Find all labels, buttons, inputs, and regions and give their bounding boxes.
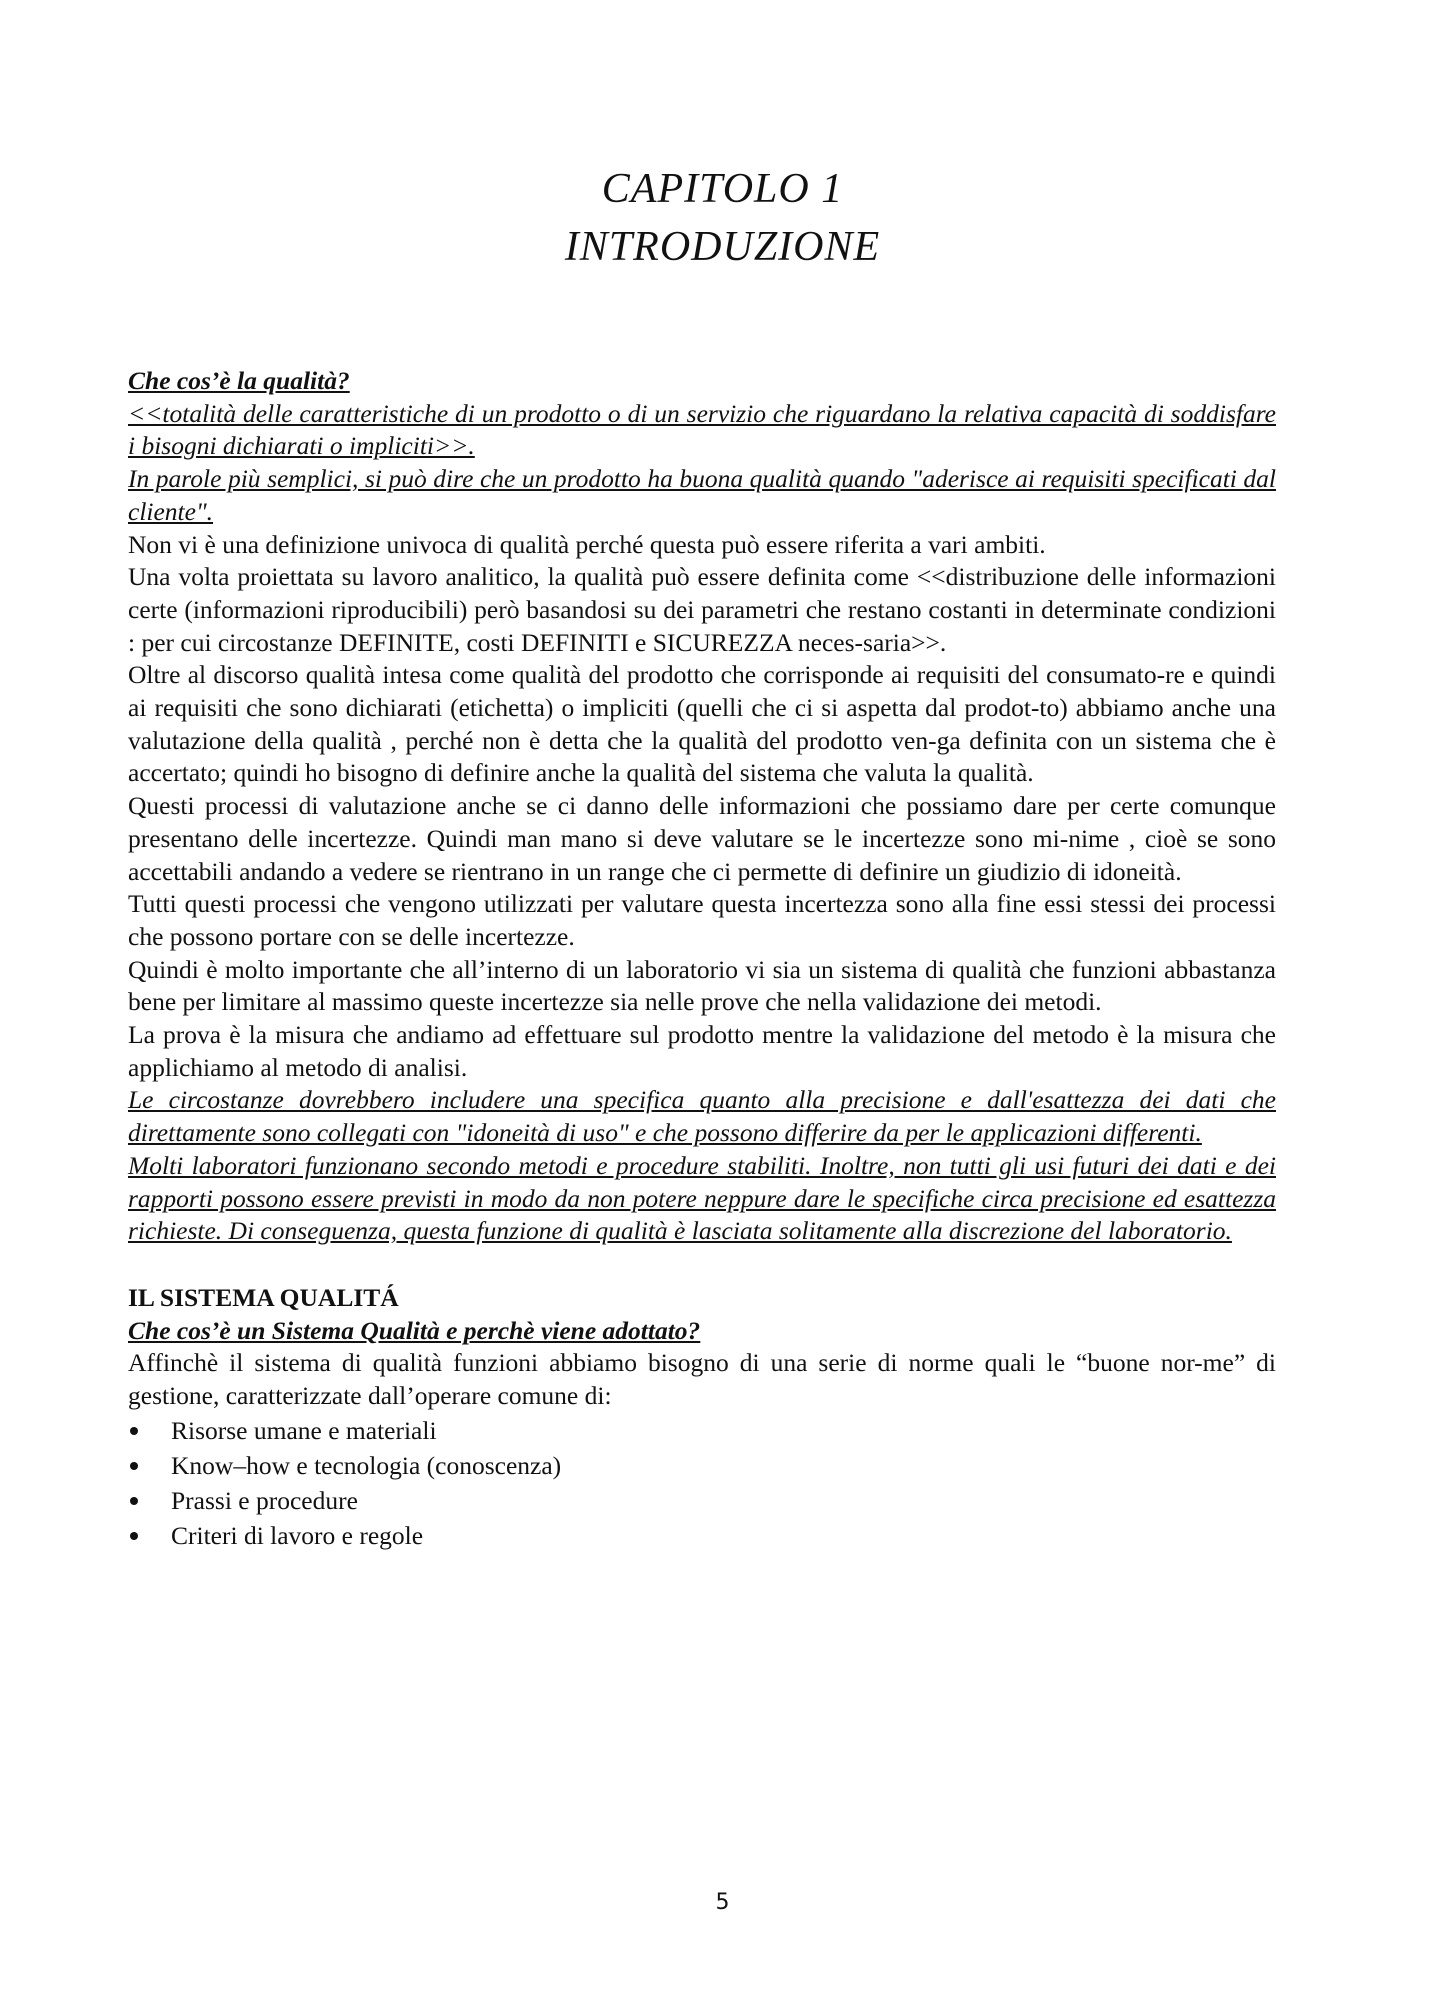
paragraph: Tutti questi processi che vengono utilizzati per valutare questa incertezza sono alla fine essi stessi dei processi che possono portare con se delle incertezze. bbox=[128, 889, 1276, 951]
paragraph: Questi processi di valutazione anche se ci danno delle informazioni che possiamo dare per certe comunque presentano delle incertezze. Quindi man mano si deve valutare se le incertezze sono mi-nime , cioè se sono accettabili andando a vedere se rientrano in un range che ci permette di definire un giudizio di idoneità. bbox=[128, 791, 1276, 886]
chapter-number: CAPITOLO 1 bbox=[601, 166, 844, 212]
paragraph: Oltre al discorso qualità intesa come qualità del prodotto che corrisponde ai requisiti del consumato-re e quindi ai requisiti che sono dichiarati (etichetta) o impliciti (quelli che ci si aspetta dal prodot-to) abbiamo anche una valutazione della qualità , perché non è detta che la qualità del prodotto ven-ga definita con un sistema che è accertato; quindi ho bisogno di definire anche la qualità del sistema che valuta la qualità. bbox=[128, 660, 1276, 788]
list-item bbox=[128, 1483, 1276, 1518]
bullet-icon bbox=[130, 1532, 138, 1540]
page-body bbox=[128, 365, 1276, 1553]
paragraph: Non vi è una definizione univoca di qualità perché questa può essere riferita a vari ambiti. bbox=[128, 529, 1046, 559]
paragraph: Quindi è molto importante che all’interno di un laboratorio vi sia un sistema di qualità che funzioni abbastanza bene per limitare al massimo queste incertezze sia nelle prove che nella validazione dei metodi. bbox=[128, 954, 1276, 1017]
list-item bbox=[128, 1518, 1276, 1553]
list-item-text: Prassi e procedure bbox=[171, 1485, 358, 1515]
list-item bbox=[128, 1448, 1276, 1483]
list-item-text: Risorse umane e materiali bbox=[171, 1415, 437, 1445]
bullet-icon bbox=[130, 1462, 138, 1470]
bullet-icon bbox=[130, 1497, 138, 1505]
quality-definition: <<totalità delle caratteristiche di un prodotto o di un servizio che riguardano la relativa capacità di soddisfare i bisogni dichiarati o impliciti>>. bbox=[128, 398, 1276, 461]
paragraph: Una volta proiettata su lavoro analitico, la qualità può essere definita come <<distribuzione delle informazioni certe (informazioni riproducibili) però basandosi su dei parametri che restano costanti in determinate condizioni : per cui circostanze DEFINITE, costi DEFINITI e SICUREZZA neces-saria>>. bbox=[128, 562, 1276, 657]
paragraph: La prova è la misura che andiamo ad effettuare sul prodotto mentre la validazione del metodo è la misura che applichiamo al metodo di analisi. bbox=[128, 1020, 1276, 1082]
list-item-text: Know–how e tecnologia (conoscenza) bbox=[171, 1450, 562, 1480]
chapter-title: INTRODUZIONE bbox=[564, 224, 881, 270]
bullet-list bbox=[128, 1413, 1276, 1553]
quality-simple-definition: In parole più semplici, si può dire che un prodotto ha buona qualità quando "aderisce ai requisiti specificati dal cliente". bbox=[128, 464, 1276, 526]
section-heading-quality-system: Che cos’è un Sistema Qualità e perchè viene adottato? bbox=[128, 1315, 701, 1345]
list-item bbox=[128, 1413, 1276, 1448]
list-item-text: Criteri di lavoro e regole bbox=[171, 1520, 424, 1550]
paragraph-italic: Le circostanze dovrebbero includere una specifica quanto alla precisione e dall'esattezza dei dati che direttamente sono collegati con "idoneità di uso" e che possono differire da per le applicazioni differenti. bbox=[128, 1085, 1276, 1148]
bullet-icon bbox=[130, 1427, 138, 1435]
paragraph: Affinchè il sistema di qualità funzioni abbiamo bisogno di una serie di norme quali le “buone nor-me” di gestione, caratterizzate dall’operare comune di: bbox=[128, 1348, 1276, 1411]
section-title-quality-system: IL SISTEMA QUALITÁ bbox=[128, 1282, 399, 1312]
spacer bbox=[128, 1248, 1276, 1282]
section-heading-quality: Che cos’è la qualità? bbox=[128, 366, 350, 395]
paragraph-italic: Molti laboratori funzionano secondo metodi e procedure stabiliti. Inoltre, non tutti gli usi futuri dei dati e dei rapporti possono essere previsti in modo da non potere neppure dare le specifiche circa precisione ed esattezza richieste. Di conseguenza, questa funzione di qualità è lasciata solitamente alla discrezione del laboratorio. bbox=[128, 1150, 1276, 1246]
page-number: 5 bbox=[715, 1890, 730, 1915]
